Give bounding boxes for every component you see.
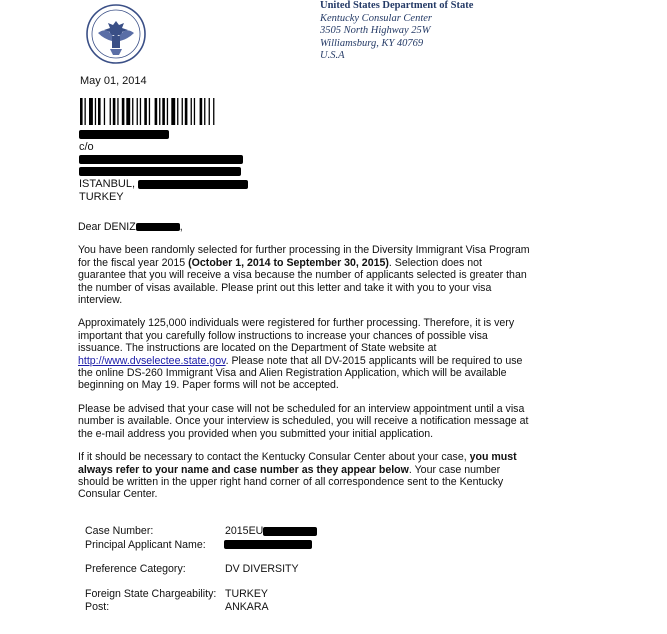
redaction xyxy=(79,130,169,139)
letterhead-line: U.S.A xyxy=(320,50,345,61)
recipient-address xyxy=(79,128,248,204)
preference-value: DV DIVERSITY xyxy=(225,563,299,575)
letterhead xyxy=(320,0,473,63)
chargeability-value: TURKEY xyxy=(225,587,268,600)
post-value: ANKARA xyxy=(225,601,269,613)
salutation: Dear DENIZ , xyxy=(78,221,183,233)
redaction xyxy=(224,540,312,549)
letterhead-title: United States Department of State xyxy=(320,0,474,11)
address-co: c/o xyxy=(79,140,94,153)
preference-label: Preference Category: xyxy=(85,563,186,575)
chargeability-label: Foreign State Chargeability: xyxy=(85,587,217,600)
post-label: Post: xyxy=(85,601,110,613)
address-country: TURKEY xyxy=(79,190,124,203)
barcode-icon xyxy=(80,98,252,125)
letterhead-line: Kentucky Consular Center xyxy=(320,12,432,24)
case-number-label: Case Number: xyxy=(85,525,154,537)
principal-label: Principal Applicant Name: xyxy=(85,538,206,551)
redaction xyxy=(263,527,317,536)
redaction xyxy=(79,167,241,176)
paragraph-instructions: Approximately 125,000 individuals were registered for further processing. Therefore, it is very important that you carefully follow instructions to increase your chances of possible visa issuance. The instructions are located on the Department of State website at http://www.dvselectee.state.gov. Please note that all DV-2015 applicants will be required to use the online DS-260 Immigrant Visa and Alien Registration Application, which will be available beginning on May 19. Paper forms will not be accepted. xyxy=(78,317,523,392)
address-city: ISTANBUL, xyxy=(79,178,136,191)
redaction xyxy=(79,155,243,164)
letter-body xyxy=(78,221,530,512)
letterhead-line: Williamsburg, KY 40769 xyxy=(320,37,424,49)
letterhead-line: 3505 North Highway 25W xyxy=(320,25,431,36)
dvselectee-link[interactable]: http://www.dvselectee.state.gov xyxy=(78,354,226,367)
paragraph-scheduling: Please be advised that your case will not be scheduled for an interview appointment until a visa number is available. Once your interview is scheduled, you will receive a notification message at the e-mail address you provided when you submitted your initial application. xyxy=(78,402,529,440)
letter-date: May 01, 2014 xyxy=(80,75,147,87)
case-number-value: 2015EU xyxy=(225,525,264,537)
great-seal-icon xyxy=(84,3,148,65)
paragraph-selection: You have been randomly selected for further processing in the Diversity Immigrant Visa Program for the fiscal year 2015 (October 1, 2014 to September 30, 2015). Selection does not guarantee that you will receive a visa because the number of applicants selected is greater than the number of visas available. Please print out this letter and take it with you to your visa interview. xyxy=(78,244,530,307)
paragraph-contact: If it should be necessary to contact the Kentucky Consular Center about your case, you must always refer to your name and case number as they appear below. Your case number should be written in the upper right hand corner of all correspondence sent to the Kentucky Consular Center. xyxy=(78,451,517,501)
redaction xyxy=(136,223,180,231)
redaction xyxy=(138,180,248,189)
